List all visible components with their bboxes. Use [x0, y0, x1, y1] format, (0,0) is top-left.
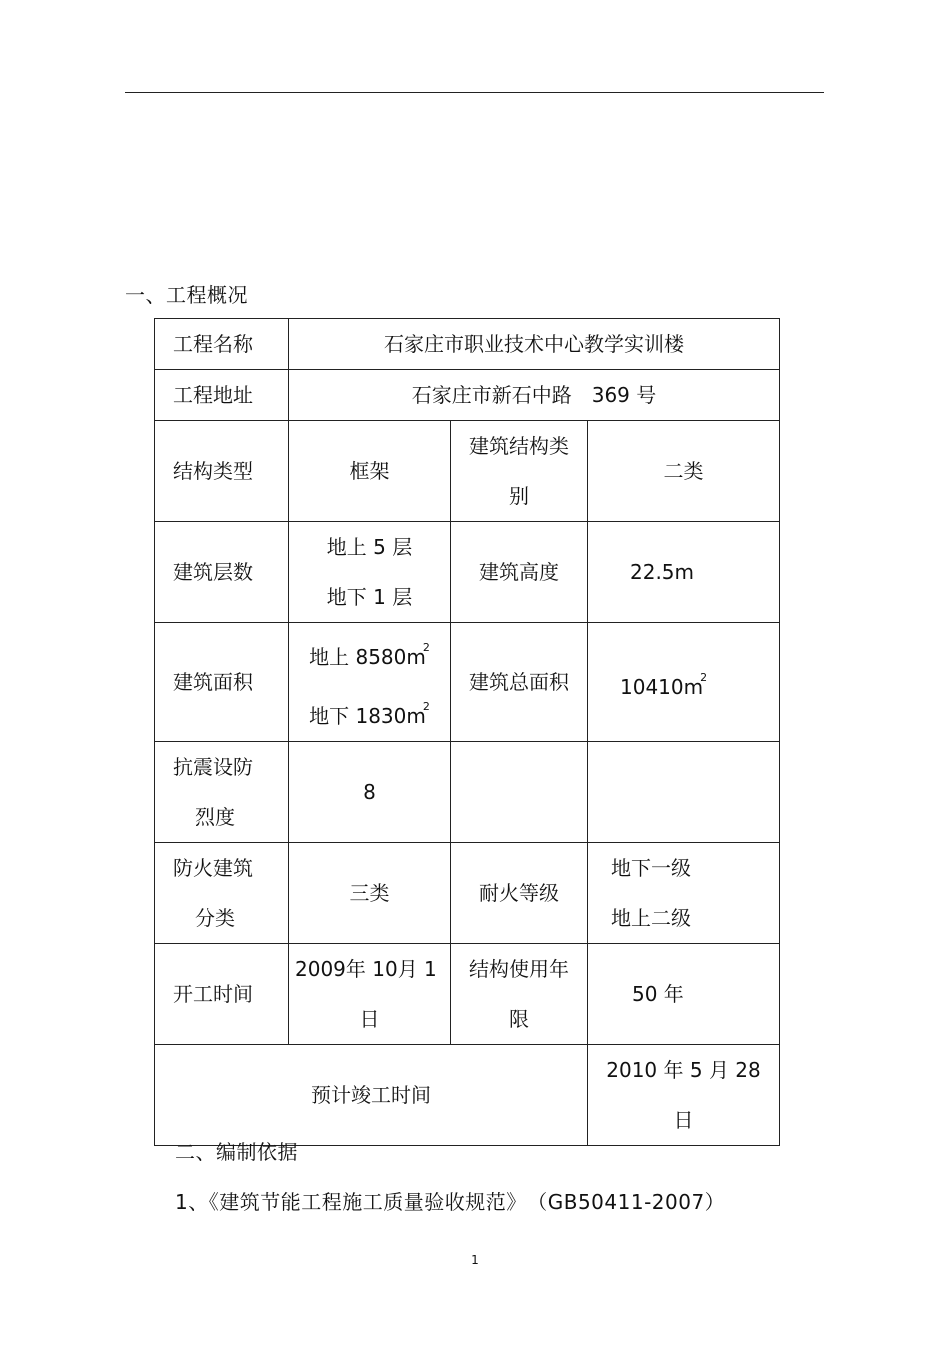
fire-rating-label: 耐火等级 — [451, 843, 588, 944]
structure-type-label: 结构类型 — [155, 421, 289, 522]
table-row — [155, 319, 780, 370]
empty-cell — [588, 742, 780, 843]
address-value: 石家庄市新石中路 369 号 — [289, 370, 780, 421]
fire-class-value: 三类 — [289, 843, 451, 944]
structure-category-value: 二类 — [588, 421, 780, 522]
section-title-basis: 二、编制依据 — [175, 1140, 298, 1164]
height-label: 建筑高度 — [451, 522, 588, 623]
start-label: 开工时间 — [155, 944, 289, 1045]
height-value: 22.5m — [588, 522, 780, 623]
area-value — [289, 623, 451, 742]
structure-category-label-line1: 建筑结构类 — [469, 434, 569, 458]
service-life-value: 50 年 — [588, 944, 780, 1045]
area-label: 建筑面积 — [155, 623, 289, 742]
start-value-line1: 2009年 10月 1 — [295, 957, 437, 981]
start-value — [289, 944, 451, 1045]
structure-category-label-line2: 别 — [509, 484, 529, 508]
section-title-overview: 一、工程概况 — [125, 283, 248, 307]
project-overview-table — [154, 318, 780, 1146]
seismic-label — [155, 742, 289, 843]
completion-value-line1: 2010 年 5 月 28 — [606, 1058, 761, 1082]
page-number: 1 — [471, 1253, 479, 1267]
completion-value — [588, 1045, 780, 1146]
table-row — [155, 421, 780, 522]
completion-label: 预计竣工时间 — [155, 1045, 588, 1146]
table-row — [155, 522, 780, 623]
seismic-label-line1: 抗震设防 — [173, 755, 253, 779]
service-life-label-line2: 限 — [509, 1007, 529, 1031]
area-above: 地上 $8580m^2$ — [309, 641, 430, 669]
table-row — [155, 742, 780, 843]
fire-class-label-line1: 防火建筑 — [173, 856, 253, 880]
total-area-label: 建筑总面积 — [451, 623, 588, 742]
fire-rating-above: 地上二级 — [611, 906, 691, 930]
table-row — [155, 843, 780, 944]
area-below: 地下 $1830m^2$ — [309, 700, 430, 728]
fire-rating-below: 地下一级 — [611, 856, 691, 880]
table-row — [155, 1045, 780, 1146]
project-name-value: 石家庄市职业技术中心教学实训楼 — [289, 319, 780, 370]
fire-rating-value — [588, 843, 780, 944]
empty-cell — [451, 742, 588, 843]
reference-item: 1、《建筑节能工程施工质量验收规范》 （GB50411-2007） — [175, 1190, 726, 1214]
total-area-value: $10410m^2$ — [588, 623, 780, 742]
table-row — [155, 623, 780, 742]
table-row — [155, 370, 780, 421]
seismic-value: 8 — [289, 742, 451, 843]
structure-type-value: 框架 — [289, 421, 451, 522]
service-life-label-line1: 结构使用年 — [469, 957, 569, 981]
table-row — [155, 944, 780, 1045]
floors-above: 地上 5 层 — [326, 535, 413, 559]
project-name-label: 工程名称 — [155, 319, 289, 370]
seismic-label-line2: 烈度 — [195, 805, 235, 829]
completion-value-line2: 日 — [673, 1108, 694, 1132]
address-label: 工程地址 — [155, 370, 289, 421]
floors-value — [289, 522, 451, 623]
header-rule — [125, 92, 824, 93]
structure-category-label — [451, 421, 588, 522]
service-life-label — [451, 944, 588, 1045]
floors-label: 建筑层数 — [155, 522, 289, 623]
fire-class-label-line2: 分类 — [195, 906, 235, 930]
floors-below: 地下 1 层 — [326, 585, 413, 609]
start-value-line2: 日 — [359, 1007, 380, 1031]
fire-class-label — [155, 843, 289, 944]
